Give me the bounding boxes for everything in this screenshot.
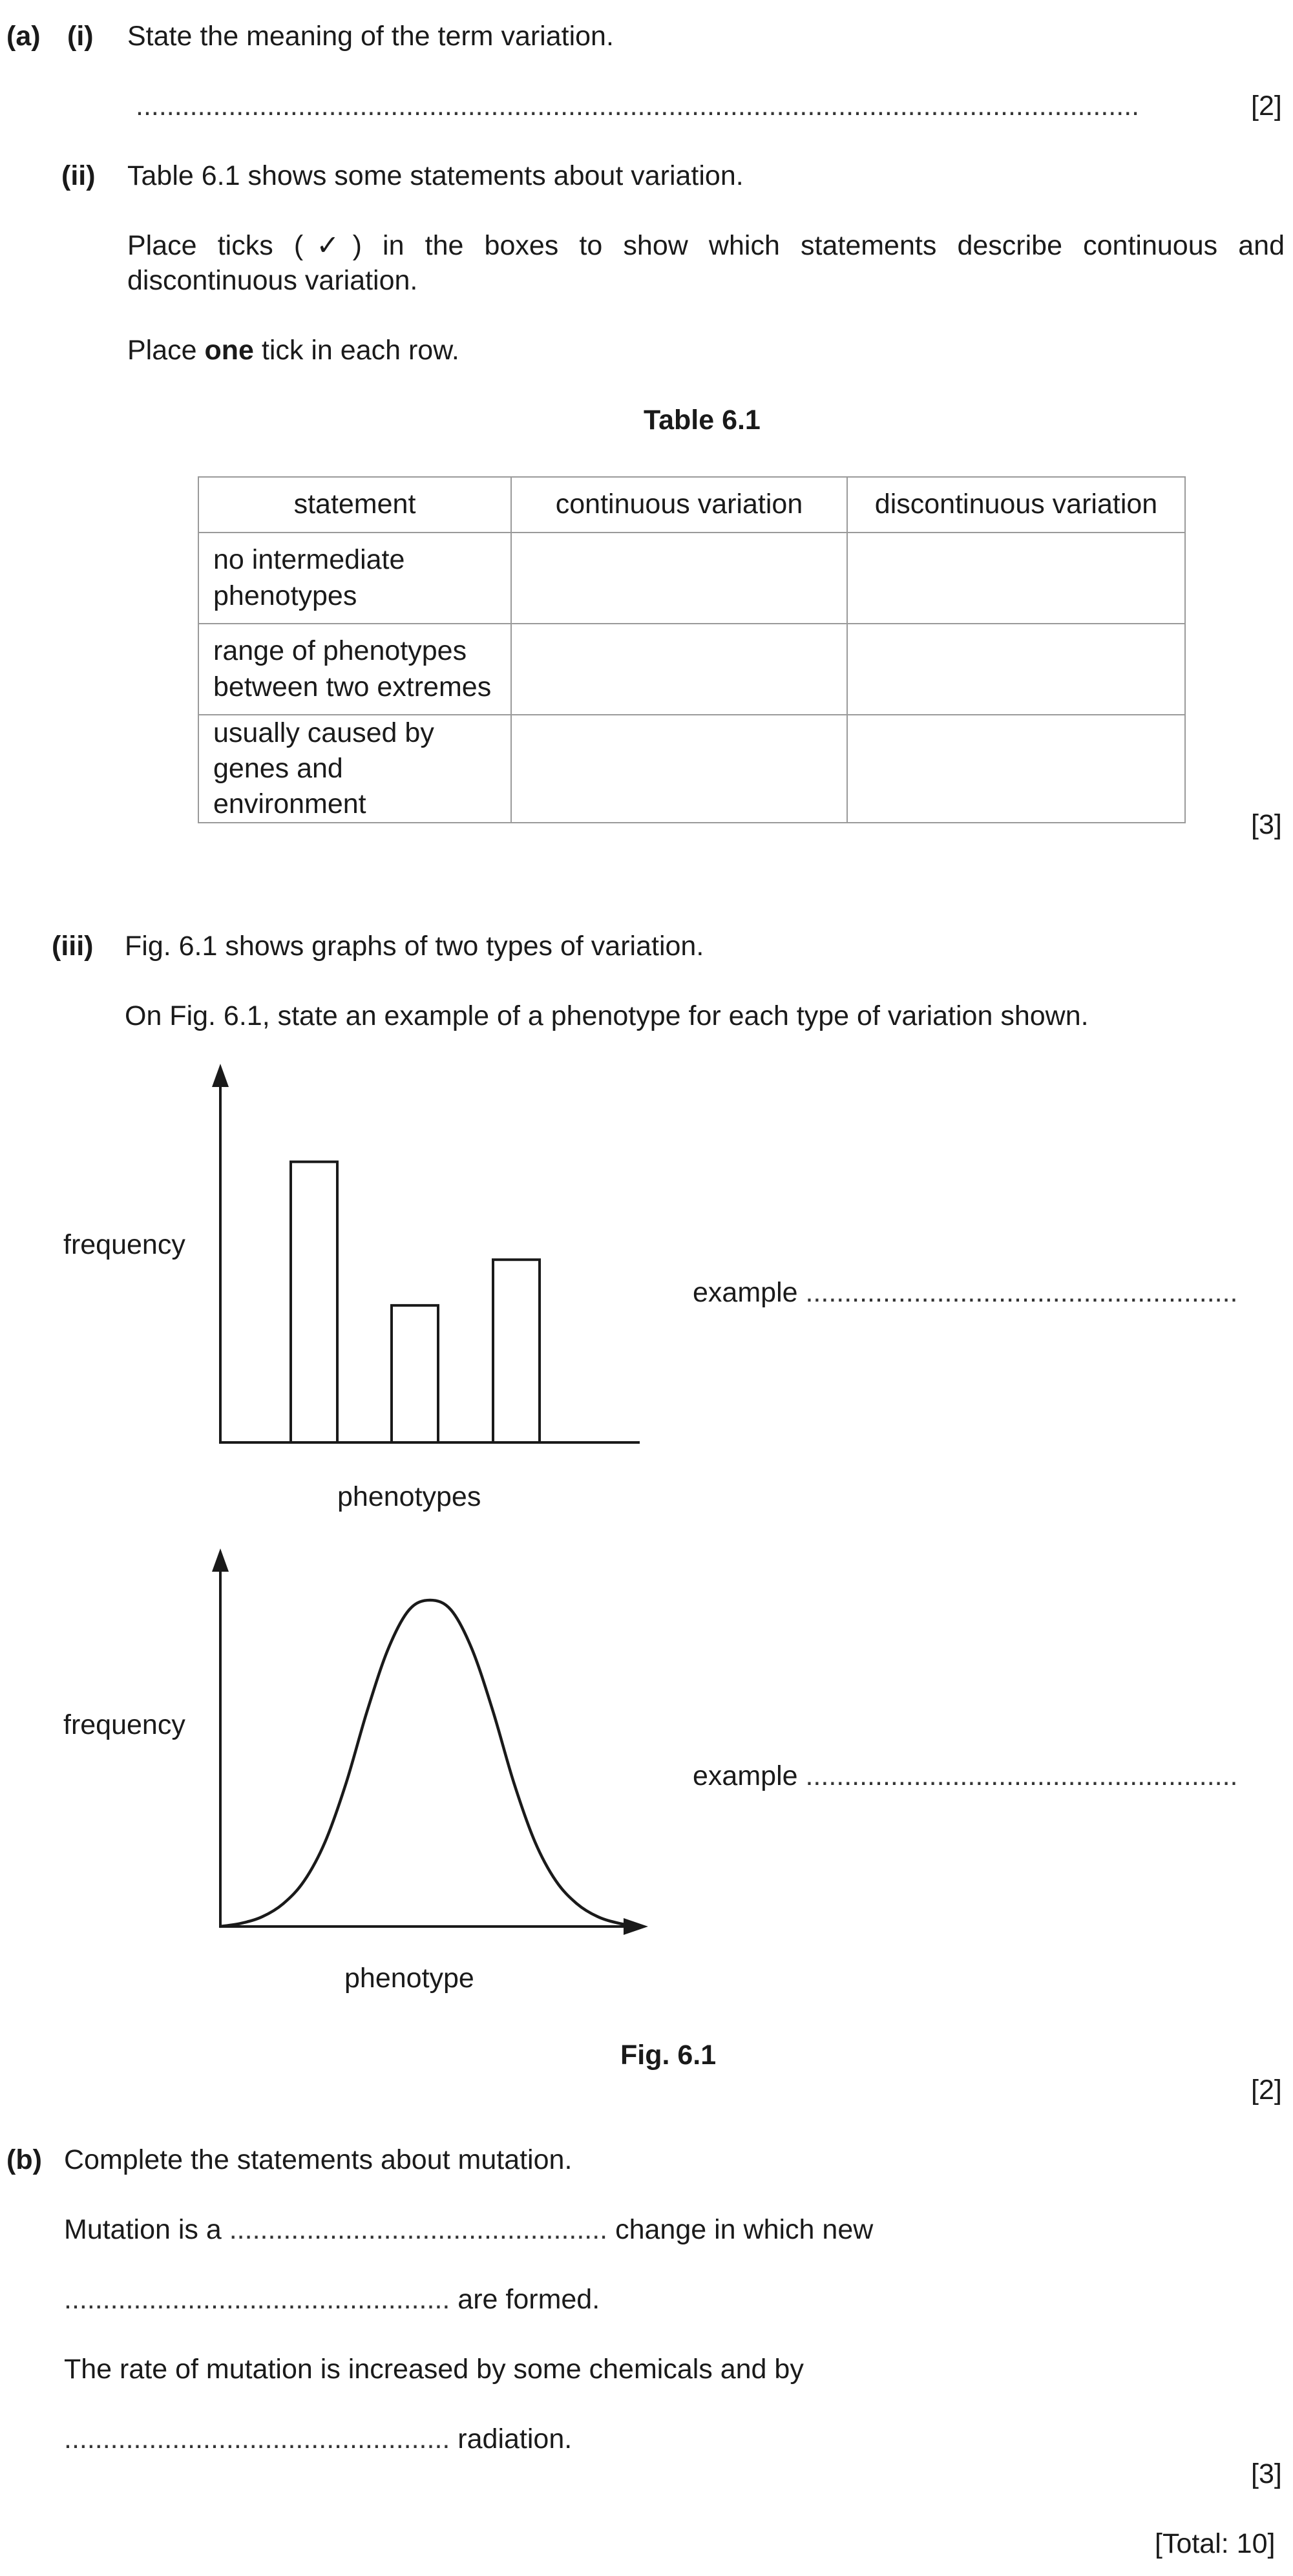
part-a-i-label: (i) <box>67 21 94 52</box>
header-discontinuous: discontinuous variation <box>847 477 1185 533</box>
phenotype-bar <box>291 1162 337 1442</box>
continuous-tick-box[interactable] <box>511 715 847 823</box>
continuous-variation-graph <box>0 1532 666 2010</box>
marks-b: [3] <box>1251 2458 1282 2489</box>
discontinuous-tick-box[interactable] <box>847 533 1185 624</box>
mutation-blank-3[interactable]: .................................................. <box>64 2423 450 2455</box>
total-marks: [Total: 10] <box>1155 2528 1276 2559</box>
statement-cell: usually caused by genes and environment <box>198 715 511 823</box>
one-tick-instruction: Place one tick in each row. <box>127 335 459 366</box>
table-row <box>198 533 1185 624</box>
discontinuous-tick-box[interactable] <box>847 624 1185 715</box>
marks-a-ii: [3] <box>1251 809 1282 840</box>
statement-cell: range of phenotypes between two extremes <box>198 624 511 715</box>
graph2-xlabel: phenotype <box>344 1963 474 1994</box>
normal-distribution-curve <box>220 1600 640 1927</box>
header-statement: statement <box>198 477 511 533</box>
part-b-label: (b) <box>6 2144 42 2175</box>
graph2-ylabel: frequency <box>63 1709 185 1740</box>
tick-instruction-line2: discontinuous variation. <box>127 265 418 296</box>
answer-line-a-i[interactable]: .................................................................................................................................. <box>136 90 1140 121</box>
y-axis-arrow-icon <box>212 1064 229 1087</box>
discontinuous-tick-box[interactable] <box>847 715 1185 823</box>
header-continuous: continuous variation <box>511 477 847 533</box>
question-a-i: State the meaning of the term variation. <box>127 21 614 52</box>
figure-intro: Fig. 6.1 shows graphs of two types of variation. <box>125 931 704 962</box>
variation-table <box>198 476 1186 823</box>
example-label: example <box>693 1760 798 1791</box>
graph1-xlabel: phenotypes <box>337 1481 481 1512</box>
discontinuous-variation-graph <box>0 1047 659 1519</box>
continuous-tick-box[interactable] <box>511 533 847 624</box>
table-title: Table 6.1 <box>644 405 761 436</box>
part-b-intro: Complete the statements about mutation. <box>64 2144 573 2175</box>
table-intro: Table 6.1 shows some statements about variation. <box>127 160 744 191</box>
y-axis-arrow-icon <box>212 1548 229 1572</box>
continuous-tick-box[interactable] <box>511 624 847 715</box>
mutation-statement-3: The rate of mutation is increased by some chemicals and by <box>64 2354 804 2385</box>
mutation-blank-2[interactable]: .................................................. <box>64 2284 450 2315</box>
graph1-example-line[interactable]: ........................................................ <box>805 1277 1238 1308</box>
table-header-row <box>198 477 1185 533</box>
marks-a-i: [2] <box>1251 90 1282 121</box>
mutation-statement-4: .................................................. radiation. <box>64 2423 573 2455</box>
graph1-example <box>693 1276 1238 1311</box>
phenotype-bar <box>493 1260 540 1442</box>
graph2-example <box>693 1759 1238 1794</box>
statement-cell: no intermediate phenotypes <box>198 533 511 624</box>
graph2-example-line[interactable]: ........................................................ <box>805 1760 1238 1791</box>
mutation-blank-1[interactable]: ................................................. <box>229 2214 608 2245</box>
example-label: example <box>693 1277 798 1308</box>
tick-instruction-line1: Place ticks (✓) in the boxes to show which statements describe continuous and <box>127 230 1285 261</box>
table-row <box>198 715 1185 823</box>
part-a-iii-label: (iii) <box>52 931 94 962</box>
marks-a-iii: [2] <box>1251 2075 1282 2106</box>
table-row <box>198 624 1185 715</box>
mutation-statement-2: .................................................. are formed. <box>64 2284 600 2315</box>
figure-instruction: On Fig. 6.1, state an example of a phenotype for each type of variation shown. <box>125 1000 1089 1031</box>
graph1-ylabel: frequency <box>63 1229 185 1260</box>
part-a-label: (a) <box>6 21 41 52</box>
figure-caption: Fig. 6.1 <box>620 2040 717 2071</box>
part-a-ii-label: (ii) <box>61 160 96 191</box>
mutation-statement-1: Mutation is a ................................................. change in which new <box>64 2214 874 2245</box>
phenotype-bar <box>392 1305 438 1442</box>
